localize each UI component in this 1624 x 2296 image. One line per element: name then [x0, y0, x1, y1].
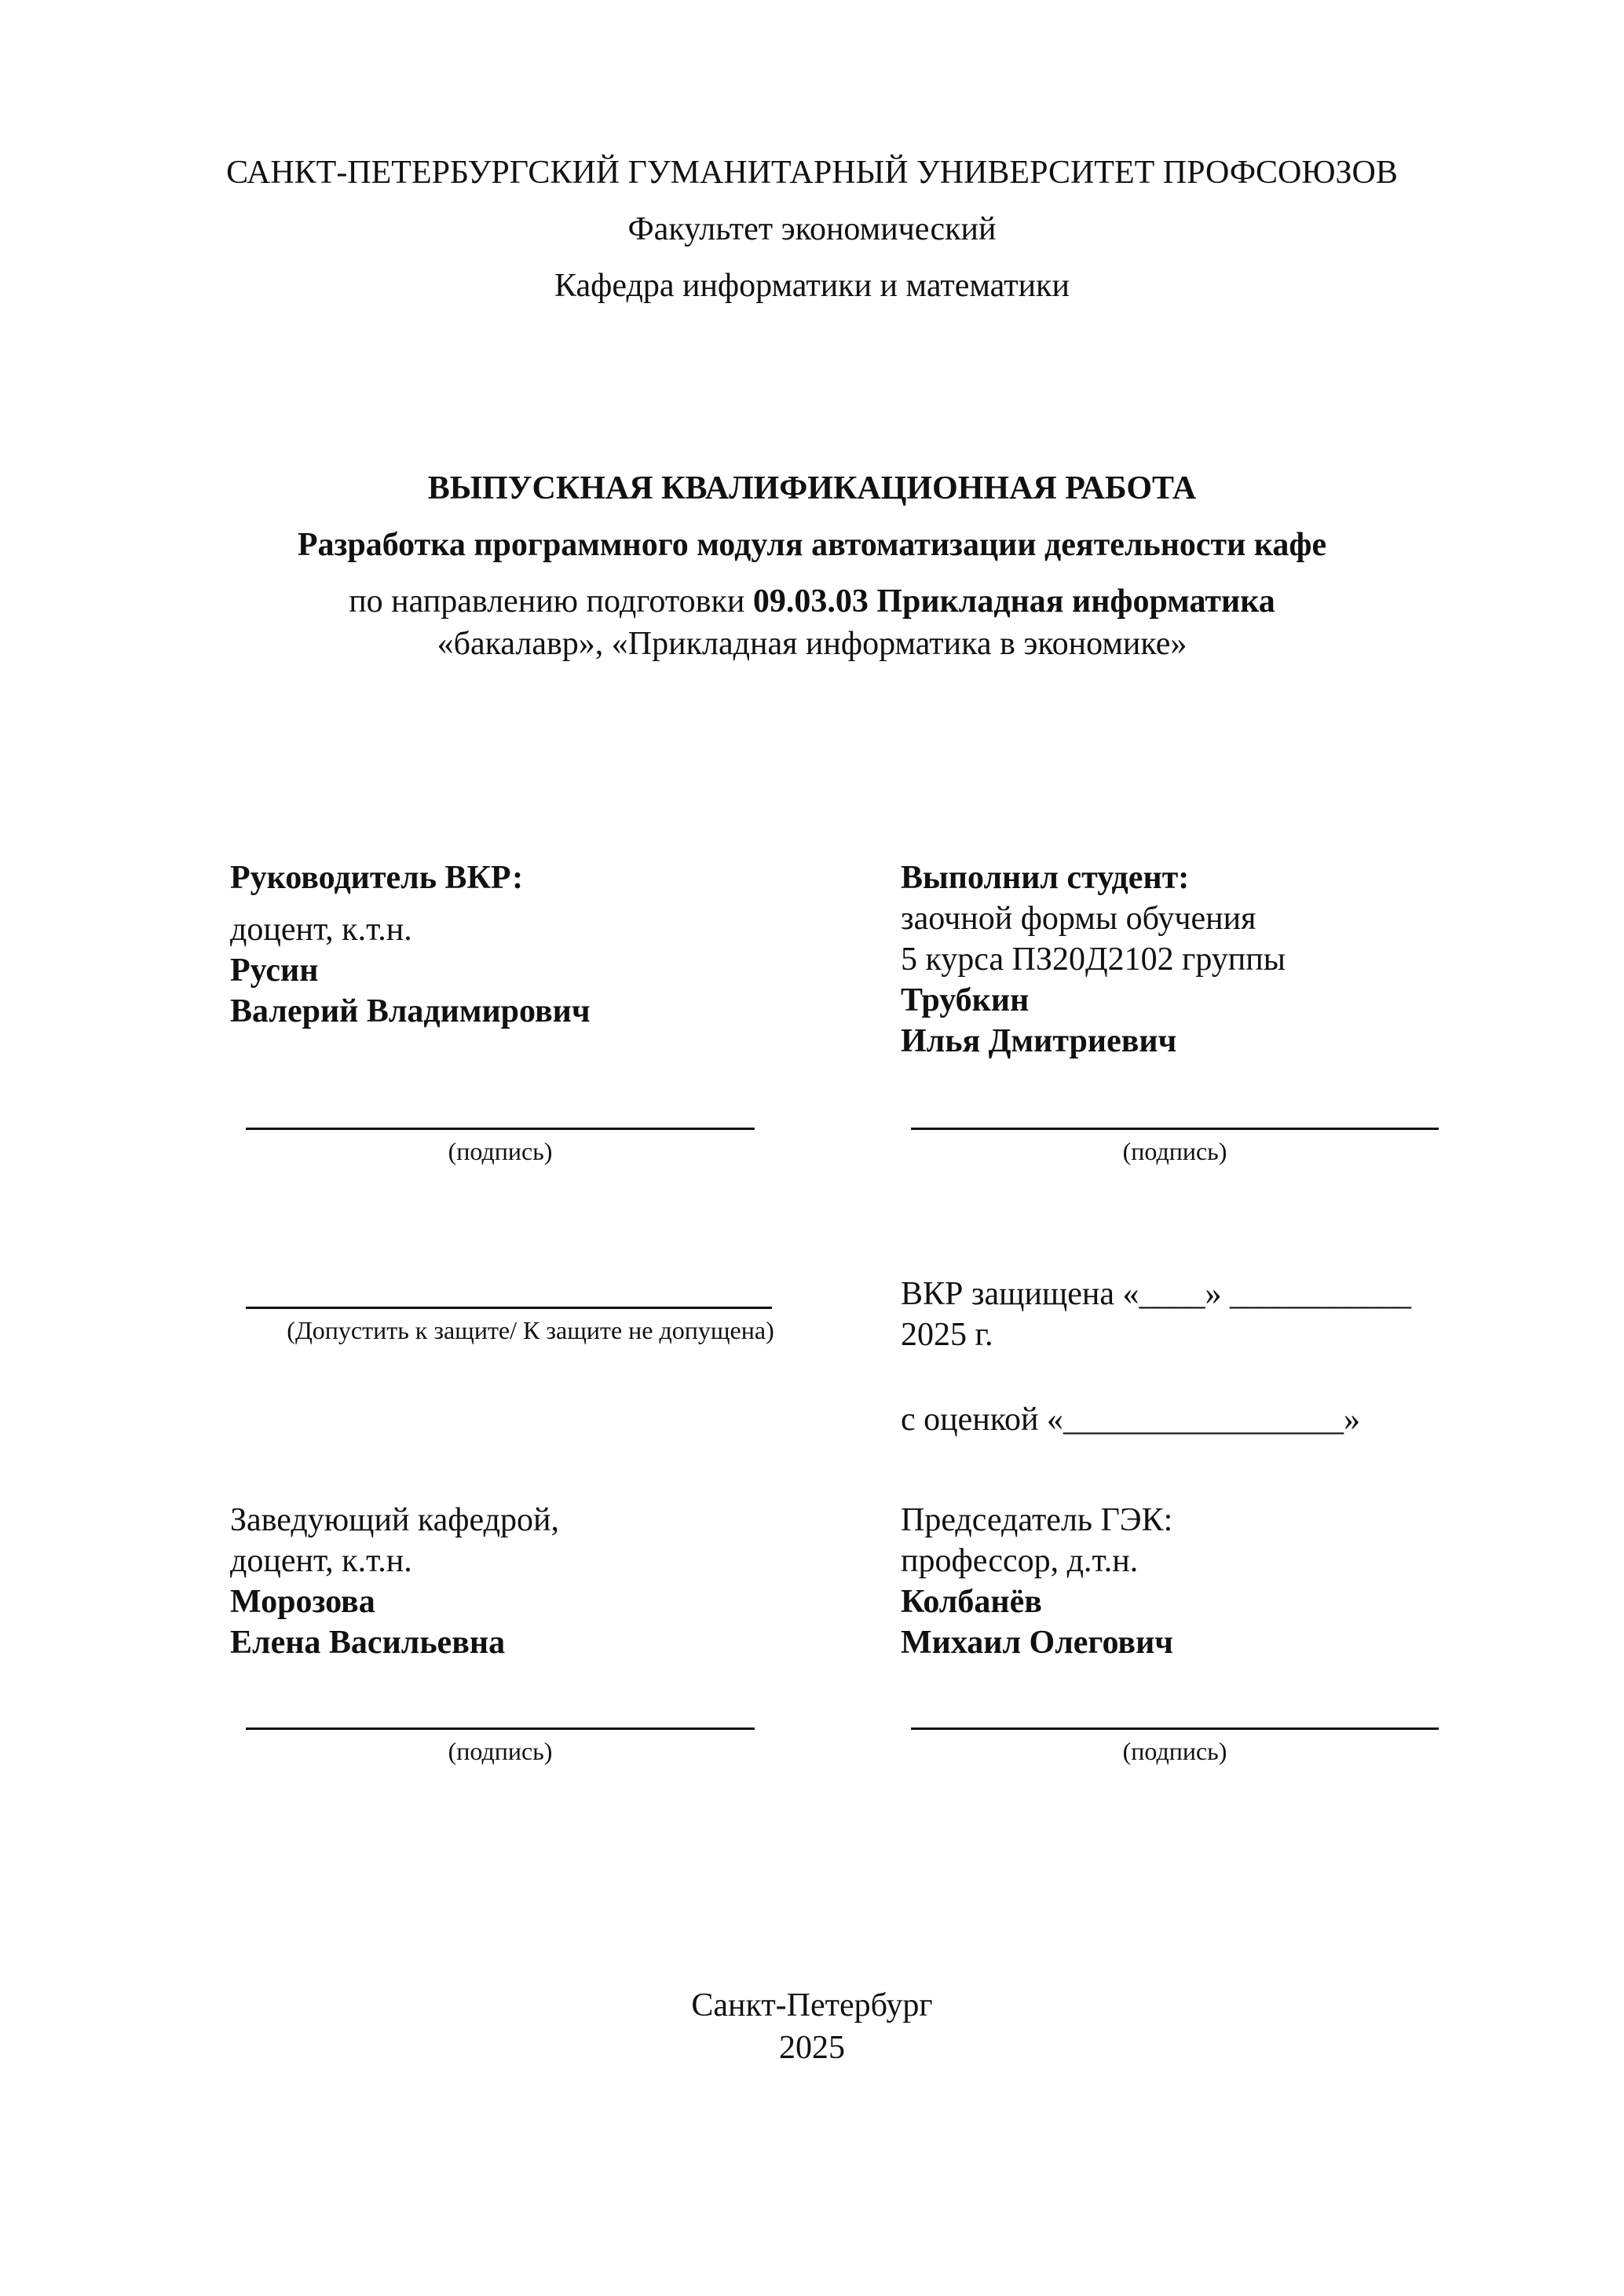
supervisor-signature-line — [246, 1128, 755, 1130]
head-surname: Морозова — [230, 1584, 375, 1620]
gek-position: профессор, д.т.н. — [901, 1543, 1139, 1579]
student-name: Илья Дмитриевич — [901, 1023, 1177, 1059]
head-name: Елена Васильевна — [230, 1625, 506, 1661]
student-group: 5 курса ПЗ20Д2102 группы — [901, 941, 1286, 978]
supervisor-signature-caption: (подпись) — [448, 1137, 553, 1165]
defense-year: 2025 г. — [901, 1317, 993, 1353]
student-signature-line — [911, 1128, 1439, 1130]
defense-grade-line: с оценкой «_________________» — [901, 1402, 1360, 1438]
supervisor-block — [230, 857, 591, 1032]
supervisor-position: доцент, к.т.н. — [230, 912, 412, 948]
gek-name: Михаил Олегович — [901, 1625, 1173, 1661]
supervisor-name: Валерий Владимирович — [230, 993, 591, 1029]
student-surname: Трубкин — [901, 982, 1030, 1018]
direction-code: 09.03.03 Прикладная информатика — [752, 583, 1275, 620]
gek-signature-caption: (подпись) — [1122, 1737, 1227, 1765]
admission-signature-line — [246, 1307, 772, 1309]
student-block — [901, 857, 1286, 1062]
defense-date-line: ВКР защищена «____» ___________ — [901, 1276, 1412, 1312]
work-type-title: ВЫПУСКНАЯ КВАЛИФИКАЦИОННАЯ РАБОТА — [427, 470, 1197, 506]
student-form: заочной формы обучения — [901, 901, 1256, 937]
admission-caption: (Допустить к защите/ К защите не допущена) — [287, 1316, 774, 1344]
footer-year: 2025 — [779, 2030, 845, 2066]
direction-prefix: по направлению подготовки — [349, 583, 753, 620]
university-name: САНКТ-ПЕТЕРБУРГСКИЙ ГУМАНИТАРНЫЙ УНИВЕРСИТЕТ ПРОФСОЮЗОВ — [226, 155, 1398, 191]
gek-signature-line — [911, 1727, 1439, 1730]
department-name: Кафедра информатики и математики — [554, 268, 1070, 304]
head-signature-line — [246, 1727, 755, 1730]
head-of-department-block — [230, 1500, 559, 1663]
gek-surname: Колбанёв — [901, 1584, 1042, 1620]
gek-heading: Председатель ГЭК: — [901, 1502, 1173, 1538]
gek-chair-block — [901, 1500, 1173, 1663]
direction-line — [0, 581, 1624, 622]
student-signature-caption: (подпись) — [1122, 1137, 1227, 1165]
supervisor-surname: Русин — [230, 952, 319, 989]
footer-city: Санкт-Петербург — [691, 1987, 933, 2024]
profile-line: «бакалавр», «Прикладная информатика в экономике» — [437, 626, 1187, 662]
head-heading: Заведующий кафедрой, — [230, 1502, 559, 1538]
work-topic: Разработка программного модуля автоматизации деятельности кафе — [297, 527, 1327, 563]
head-signature-caption: (подпись) — [448, 1737, 553, 1765]
faculty-name: Факультет экономический — [627, 211, 997, 247]
student-heading: Выполнил студент: — [901, 860, 1190, 896]
head-position: доцент, к.т.н. — [230, 1543, 412, 1579]
supervisor-heading: Руководитель ВКР: — [230, 860, 524, 896]
